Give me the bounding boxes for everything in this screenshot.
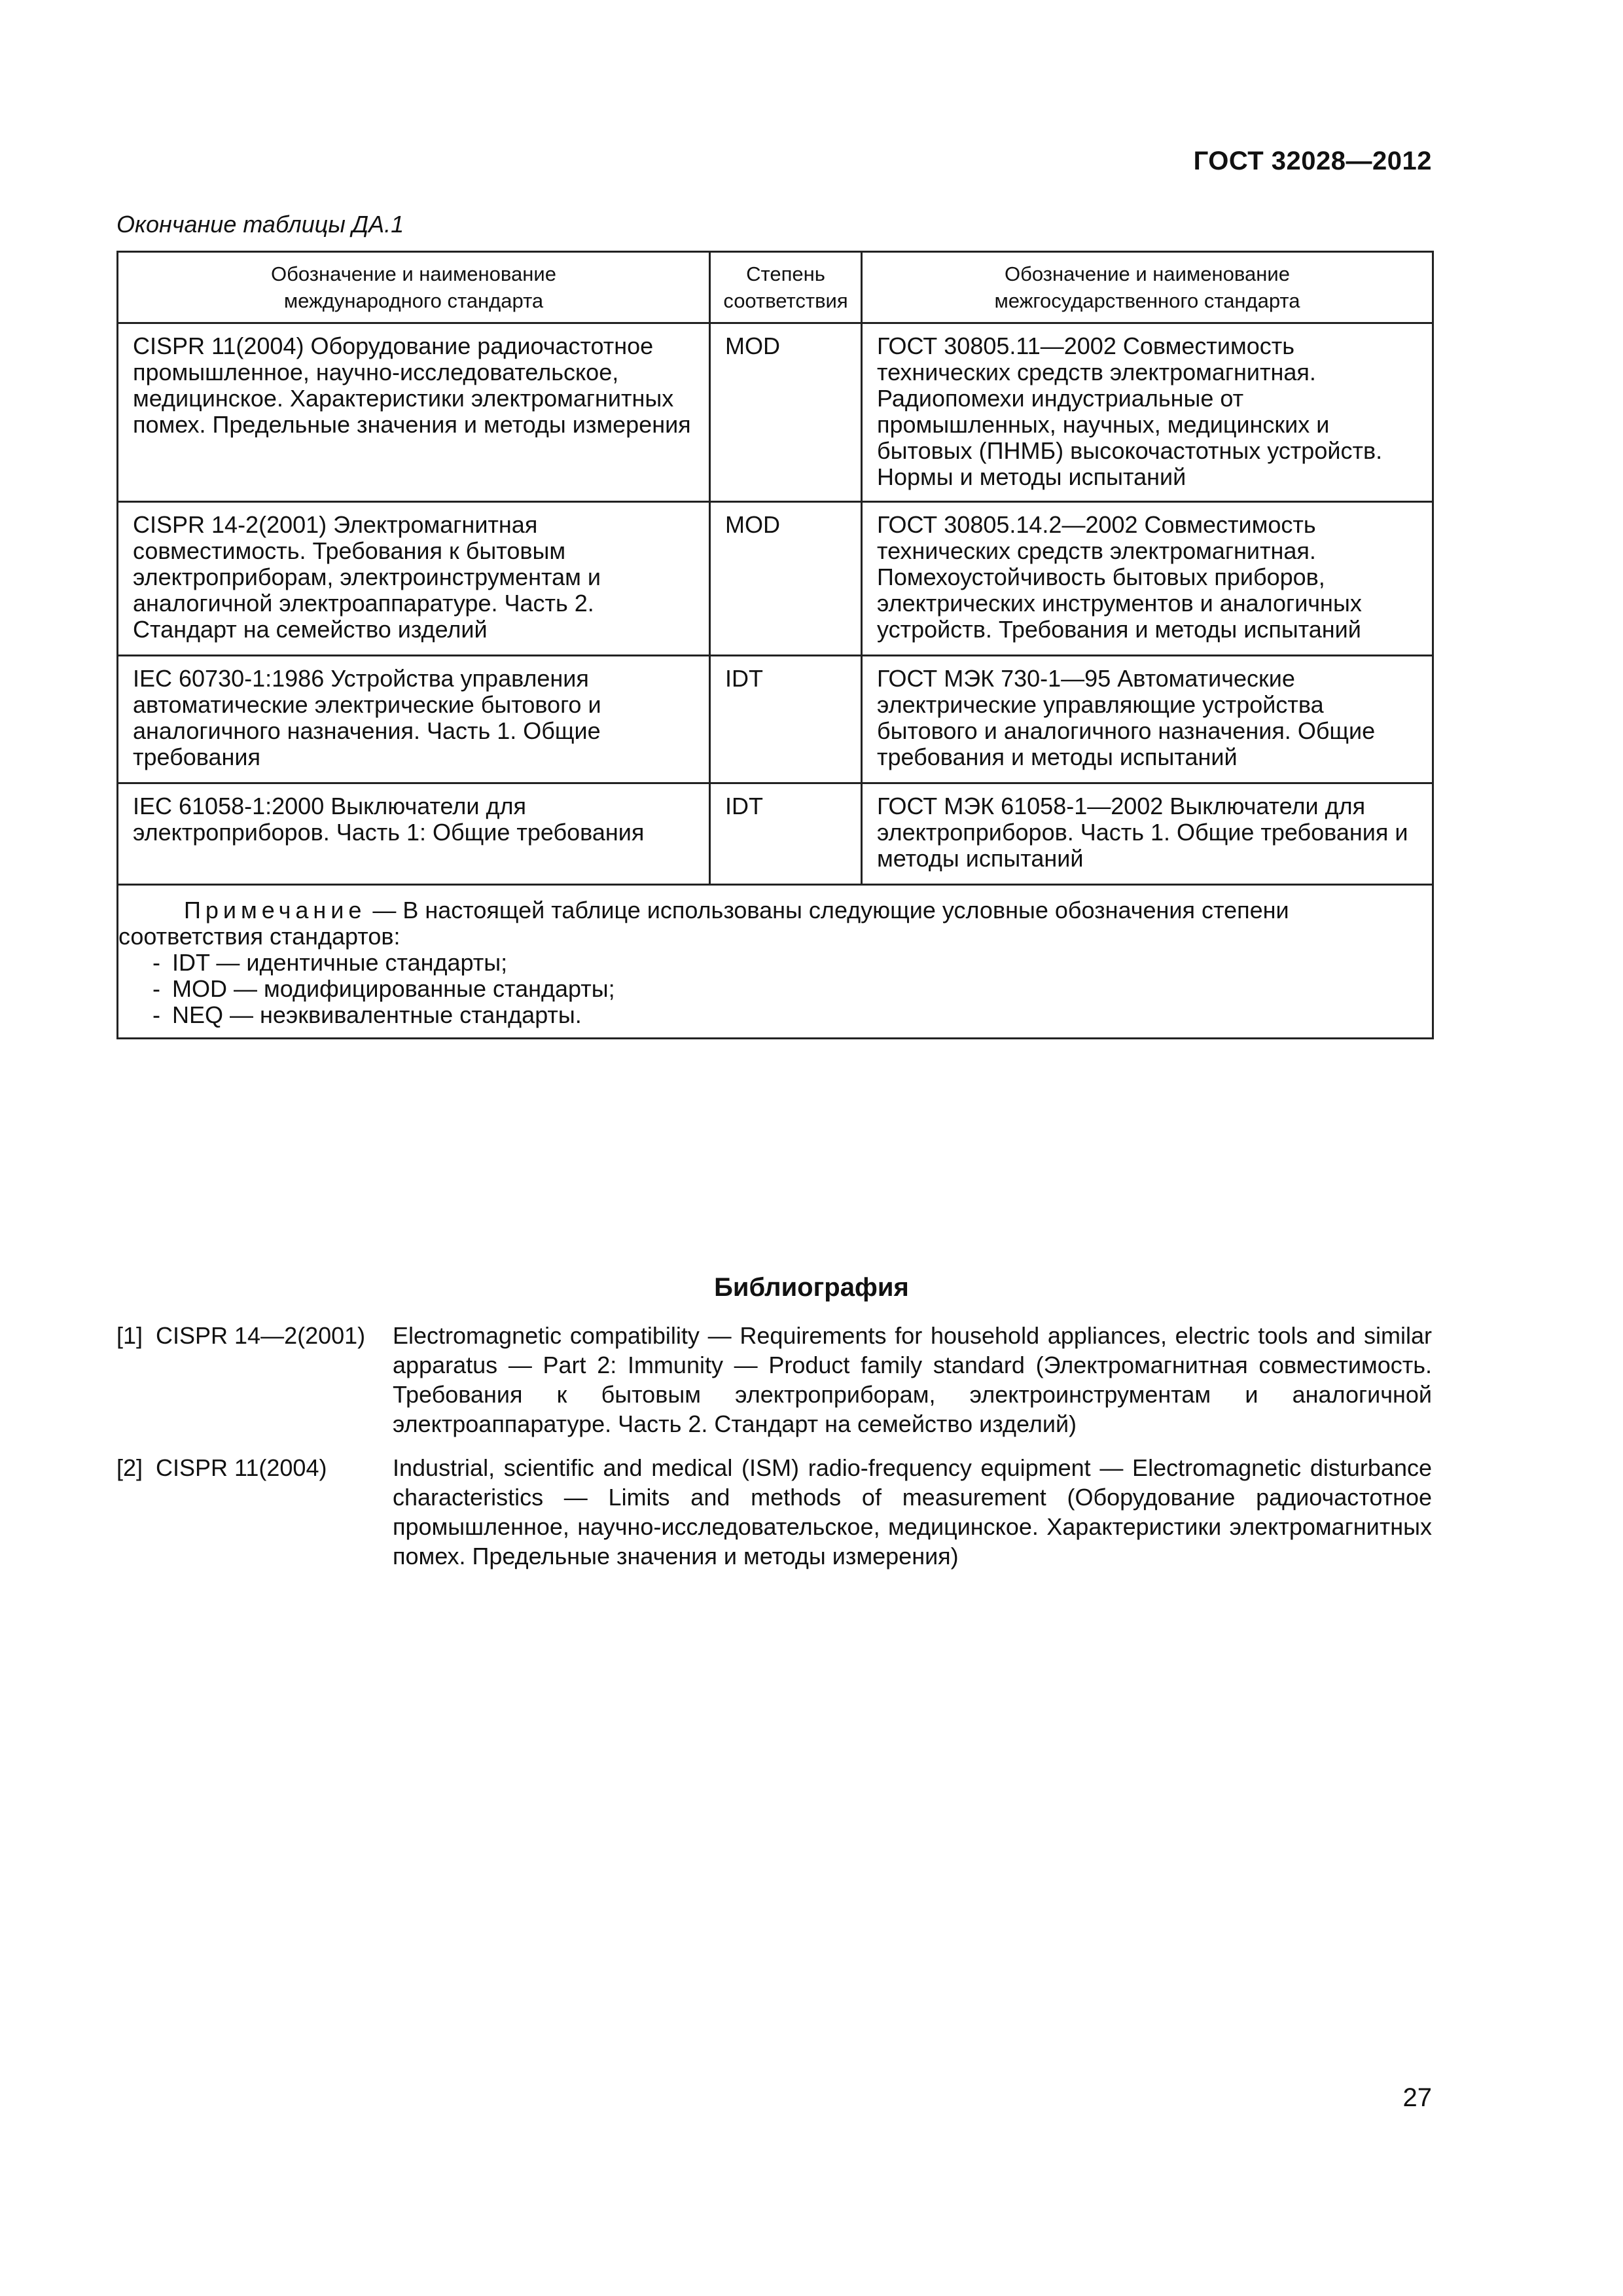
gost-standard-cell: ГОСТ МЭК 61058-1—2002 Выключатели для электроприборов. Часть 1. Общие требования и методы испытаний xyxy=(862,783,1433,885)
intl-standard-cell: CISPR 14-2(2001) Электромагнитная совместимость. Требования к бытовым электроприборам, электроинструментам и аналогичной электроаппаратуре. Часть 2. Стандарт на семейство изделий xyxy=(118,502,710,656)
degree-cell: IDT xyxy=(710,783,862,885)
bibliography-title: Библиография xyxy=(714,1273,909,1302)
note-text: — В настоящей таблице использованы следующие условные обозначения степени соответствия стандартов: xyxy=(118,897,1289,950)
bibliography-text: Electromagnetic compatibility — Requirements for household appliances, electric tools and similar apparatus — Part 2: Immunity — Product family standard (Электромагнитная совместимость. Требования к бытовым электроприборам, электроинструментам и аналогичной электроаппаратуре. Часть 2. Стандарт на семейство изделий) xyxy=(393,1322,1432,1437)
table-caption: Окончание таблицы ДА.1 xyxy=(116,211,404,238)
bibliography-entry xyxy=(116,1321,1432,1439)
document-code: ГОСТ 32028—2012 xyxy=(1193,147,1432,175)
table-note xyxy=(118,885,1433,1039)
header-interstate-standard: Обозначение и наименование межгосударственного стандарта xyxy=(862,252,1433,323)
header-degree-of-correspondence: Степень соответствия xyxy=(710,252,862,323)
bibliography-text: Industrial, scientific and medical (ISM) radio-frequency equipment — Electromagnetic disturbance characteristics — Limits and methods of measurement (Оборудование радиочастотное промышленное, научно-исследовательское, медицинское. Характеристики электромагнитных помех. Предельные значения и методы измерения) xyxy=(393,1454,1432,1570)
table-row xyxy=(118,783,1433,885)
note-label: Примечание xyxy=(184,897,366,924)
list-item: - MOD — модифицированные стандарты; xyxy=(152,975,615,1002)
list-item: - NEQ — неэквивалентные стандарты. xyxy=(152,1001,582,1028)
degree-cell: MOD xyxy=(710,323,862,502)
degree-cell: MOD xyxy=(710,502,862,656)
gost-standard-cell: ГОСТ 30805.14.2—2002 Совместимость технических средств электромагнитная. Помехоустойчивость бытовых приборов, электрических инструментов и аналогичных устройств. Требования и методы испытаний xyxy=(862,502,1433,656)
bibliography-entry xyxy=(116,1453,1432,1571)
bibliography-code: CISPR 14—2(2001) xyxy=(156,1322,366,1349)
gost-standard-cell: ГОСТ МЭК 730-1—95 Автоматические электрические управляющие устройства бытового и аналогичного назначения. Общие требования и методы испытаний xyxy=(862,656,1433,783)
note-list xyxy=(118,950,1418,1028)
intl-standard-cell: IEC 60730-1:1986 Устройства управления автоматические электрические бытового и аналогичного назначения. Часть 1. Общие требования xyxy=(118,656,710,783)
intl-standard-cell: CISPR 11(2004) Оборудование радиочастотное промышленное, научно-исследовательское, медицинское. Характеристики электромагнитных помех. Предельные значения и методы измерения xyxy=(118,323,710,502)
table-row xyxy=(118,656,1433,783)
standards-correspondence-table xyxy=(116,251,1434,1039)
bibliography-ref xyxy=(116,1453,393,1571)
table-row xyxy=(118,502,1433,656)
bibliography-number: [1] xyxy=(116,1322,143,1349)
bibliography-code: CISPR 11(2004) xyxy=(156,1454,327,1481)
header-international-standard: Обозначение и наименование международного стандарта xyxy=(118,252,710,323)
bibliography-list xyxy=(116,1321,1432,1585)
list-item: - IDT — идентичные стандарты; xyxy=(152,949,508,976)
intl-standard-cell: IEC 61058-1:2000 Выключатели для электроприборов. Часть 1: Общие требования xyxy=(118,783,710,885)
table-note-row xyxy=(118,885,1433,1039)
degree-cell: IDT xyxy=(710,656,862,783)
table-header-row xyxy=(118,252,1433,323)
note-intro xyxy=(118,897,1418,950)
page-number: 27 xyxy=(1402,2083,1432,2112)
bibliography-ref xyxy=(116,1321,393,1439)
bibliography-number: [2] xyxy=(116,1454,143,1481)
gost-standard-cell: ГОСТ 30805.11—2002 Совместимость технических средств электромагнитная. Радиопомехи индустриальные от промышленных, научных, медицинских и бытовых (ПНМБ) высокочастотных устройств. Нормы и методы испытаний xyxy=(862,323,1433,502)
table-row xyxy=(118,323,1433,502)
